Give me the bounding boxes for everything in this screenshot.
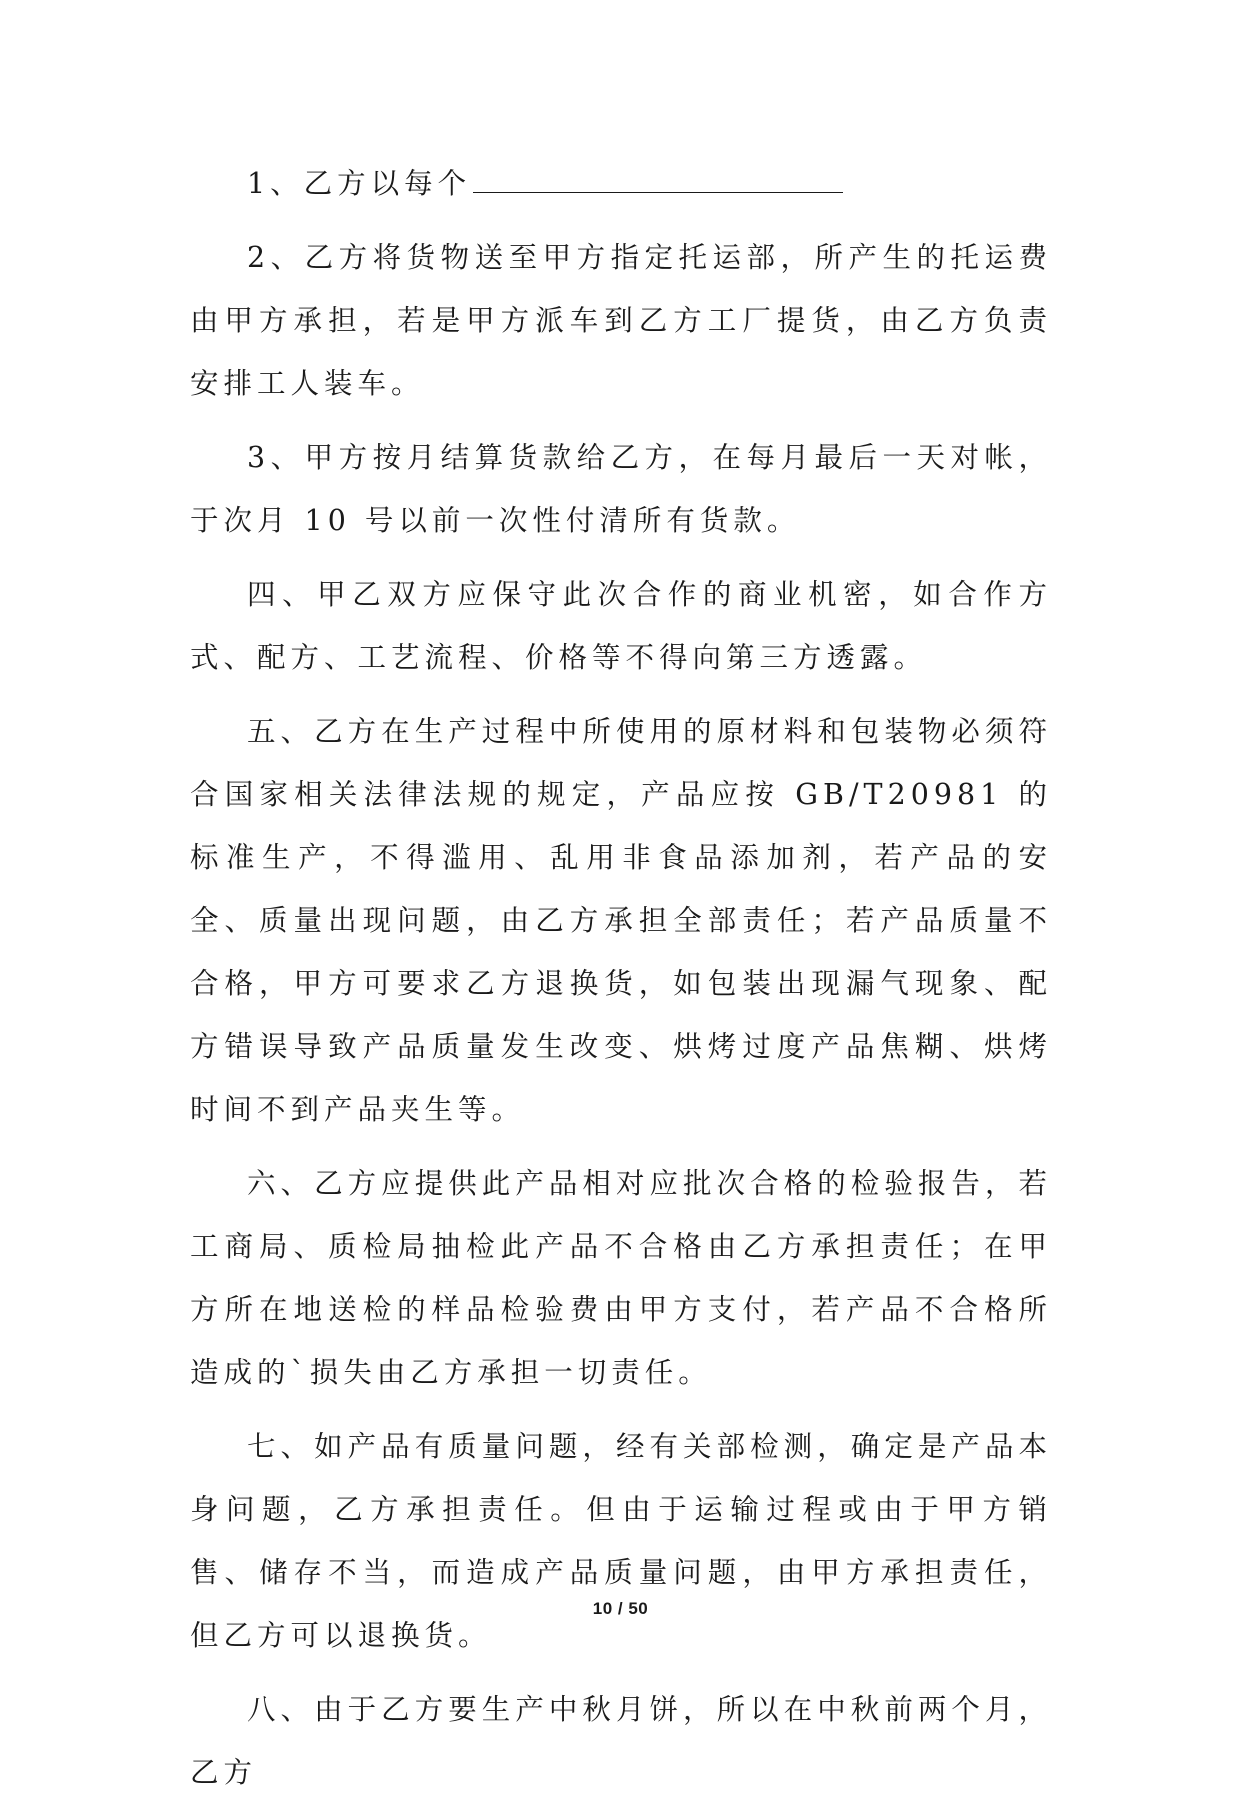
paragraph-section-4: 四、甲乙双方应保守此次合作的商业机密，如合作方式、配方、工艺流程、价格等不得向第三方透露。 [190,578,1052,674]
paragraph-section-7: 七、如产品有质量问题，经有关部检测，确定是产品本身问题，乙方承担责任。但由于运输过程或由于甲方销售、储存不当，而造成产品质量问题，由甲方承担责任，但乙方可以退换货。 [190,1430,1052,1652]
page-number: 10 / 50 [592,1599,649,1618]
fill-in-blank-line [473,170,843,193]
paragraph-section-8: 八、由于乙方要生产中秋月饼，所以在中秋前两个月，乙方 [190,1693,1052,1789]
paragraph-text: 1、乙方以每个 [247,167,472,200]
document-body [190,152,1052,1804]
paragraph-clause-2: 2、乙方将货物送至甲方指定托运部，所产生的托运费由甲方承担，若是甲方派车到乙方工厂提货，由乙方负责安排工人装车。 [190,241,1052,400]
paragraph-clause-1 [190,152,1052,215]
paragraph-section-5: 五、乙方在生产过程中所使用的原材料和包装物必须符合国家相关法律法规的规定，产品应按 GB/T20981 的标准生产，不得滥用、乱用非食品添加剂，若产品的安全、质量出现问题，由乙方承担全部责任；若产品质量不合格，甲方可要求乙方退换货，如包装出现漏气现象、配方错误导致产品质量发生改变、烘烤过度产品焦糊、烘烤时间不到产品夹生等。 [190,715,1052,1126]
paragraph-clause-3: 3、甲方按月结算货款给乙方，在每月最后一天对帐，于次月 10 号以前一次性付清所有货款。 [190,441,1052,537]
paragraph-section-6: 六、乙方应提供此产品相对应批次合格的检验报告，若工商局、质检局抽检此产品不合格由乙方承担责任；在甲方所在地送检的样品检验费由甲方支付，若产品不合格所造成的`损失由乙方承担一切责任。 [190,1167,1052,1389]
